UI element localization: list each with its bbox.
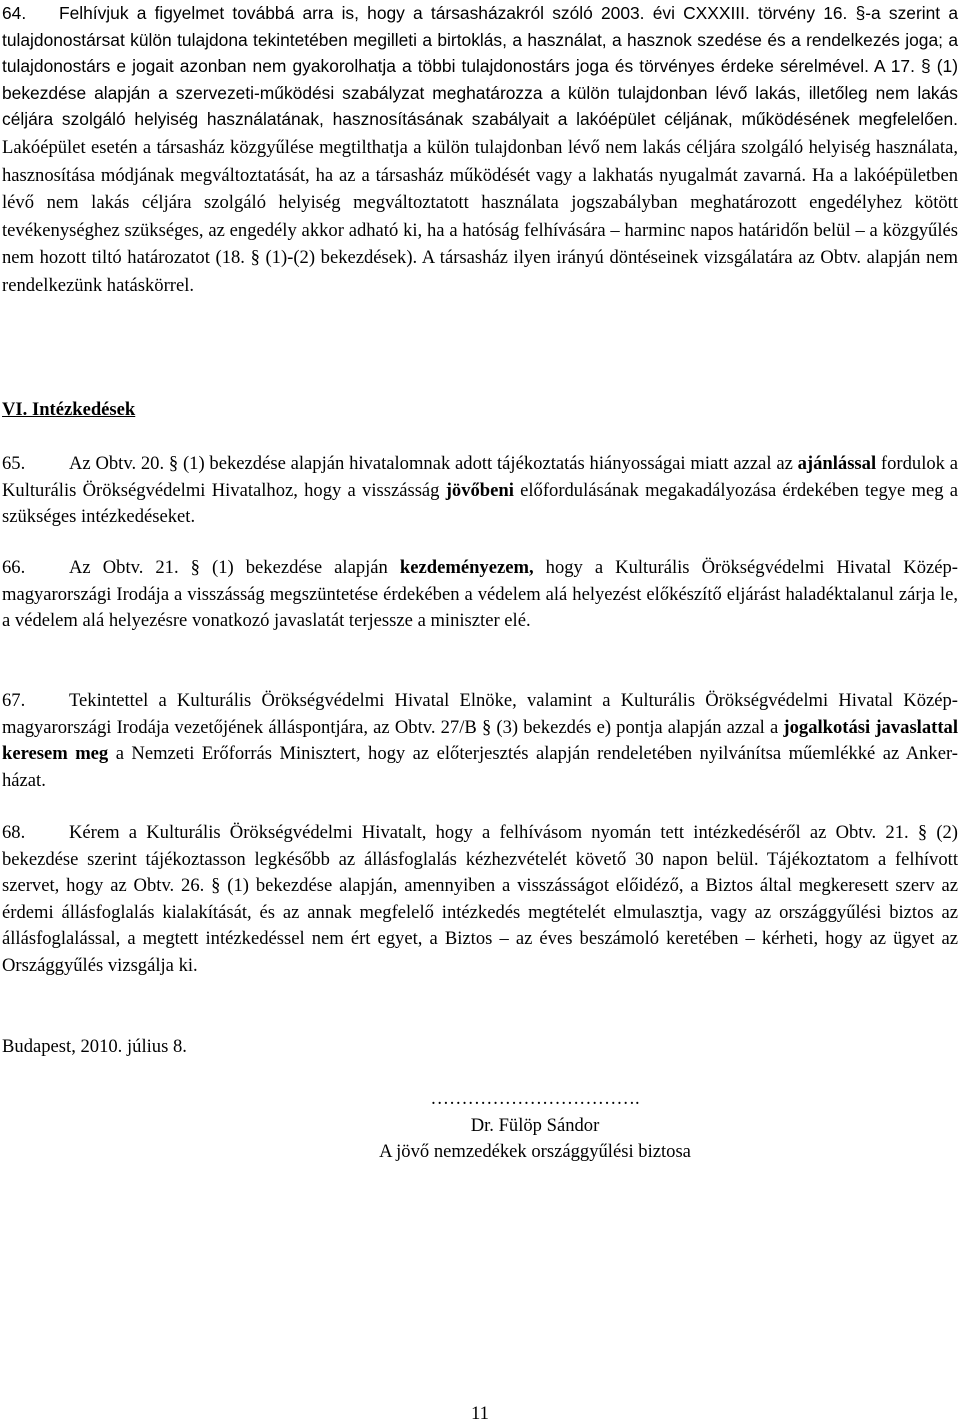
paragraph-68-number: 68. [2,822,26,843]
paragraph-64-text-b [2,137,958,296]
paragraph-67 [2,688,958,794]
paragraph-68-text: Kérem a Kulturális Örökségvédelmi Hivatalt, hogy a felhívásom nyomán tett intézkedéséről az Obtv. 21. § (2) bekezdése szerint tájékoztasson legkésőbb az állásfoglalás kézhezvételét követő 30 napon belül. Tájékoztatom a felhívott szervet, hogy az Obtv. 26. § (1) bekezdése alapján, amennyiben a visszásságot előidéző, a Biztos által megkeresett szerv az érdemi állásfoglalás kialakítását, és az annak megfelelő intézkedés megtételét elmulasztja, vagy az országgyűlési biztos az állásfoglalással, a megtett intézkedéssel nem ért egyet, a Biztos – az éves beszámoló keretében – kérheti, hogy az ügyet az Országgyűlés vizsgálja ki. [2,822,958,976]
paragraph-67-pre: Tekintettel a Kulturális Örökségvédelmi Hivatal Elnöke, valamint a Kulturális Örökségvédelmi Hivatal Közép-magyarországi Irodája vezetőjének álláspontjára, az Obtv. 27/B § (3) bekezdés e) pontja alapján azzal a [2,690,958,738]
paragraph-66-bold: kezdeményezem, [399,557,534,578]
paragraph-65-mid: fordulok a Kulturális Örökségvédelmi Hivatalhoz, hogy a visszásság [2,453,958,501]
document-page [2,0,958,1425]
paragraph-66-post: hogy a Kulturális Örökségvédelmi Hivatal Közép-magyarországi Irodája a visszásság megszüntetése érdekében a védelem alá helyezést előkészítő eljárást haladéktalanul zárja le, a védelem alá helyezésre vonatkozó javaslatát terjessze a miniszter elé. [2,557,958,632]
paragraph-65-pre: Az Obtv. 20. § (1) bekezdése alapján hivatalomnak adott tájékoztatás hiányosságai miatt azzal az [69,453,798,474]
signature-block [302,1086,768,1166]
paragraph-64-text-c: Ha a lakóépületben lévő nem lakás céljára szolgáló helyiség megváltoztatott használata jogszabályban meghatározott engedélyhez kötött tevékenységhez szükséges, az engedély akkor adható ki, ha a hatóság felhívására – harminc napos határidőn belül – a közgyűlés nem hozott tiltó határozatot (18. § (1)-(2) bekezdések). A társasház ilyen irányú döntéseinek vizsgálatára az Obtv. alapján nem rendelkezünk hatáskörrel. [2,164,958,296]
section-heading: VI. Intézkedések [2,399,136,420]
paragraph-64-text-b-content: Lakóépület esetén a társasház közgyűlése megtilthatja a külön tulajdonban lévő nem lakás céljára szolgáló helyiség használata, hasznosítása módjának megváltoztatását, ha az a társasház működését vagy a lakhatás nyugalmát zavarná. [2,136,958,186]
paragraph-66 [2,555,958,635]
paragraph-65-bold-ajanlas: ajánlással [797,453,877,474]
paragraph-67-number: 67. [2,690,26,711]
paragraph-65-post: előfordulásának megakadályozása érdekében tegye meg a szükséges intézkedéseket. [2,479,958,528]
paragraph-68 [2,820,958,980]
paragraph-65 [2,451,958,531]
page-number: 11 [471,1403,489,1424]
document-date: Budapest, 2010. július 8. [2,1036,187,1057]
paragraph-66-pre: Az Obtv. 21. § (1) bekezdése alapján [69,557,400,578]
signature-line: ……………………………. [430,1088,640,1109]
paragraph-64 [2,0,958,300]
paragraph-64-text-a: Felhívjuk a figyelmet továbbá arra is, hogy a társasházakról szóló 2003. évi CXXXIII. törvény 16. §-a szerint a tulajdonostársat külön tulajdona tekintetében megilleti a birtoklás, a használat, a hasznok szedése és a rendelkezés joga; a tulajdonostárs e jogait azonban nem gyakorolhatja a többi tulajdonostárs joga és törvényes érdeke sérelmével. A 17. § (1) bekezdése alapján a szervezeti-működési szabályzat meghatározza a külön tulajdonban lévő lakás, illetőleg nem lakás céljára szolgáló helyiség használatának, hasznosításának szabályait a lakóépület céljának, működésének megfelelően. [2,3,958,130]
paragraph-67-post: a Nemzeti Erőforrás Minisztert, hogy az előterjesztés alapján rendeletében nyilvánítsa műemlékké az Anker-házat. [2,743,958,791]
signatory-title: A jövő nemzedékek országgyűlési biztosa [379,1141,691,1163]
paragraph-64-number: 64. [2,3,27,23]
paragraph-65-number: 65. [2,453,26,474]
paragraph-66-number: 66. [2,557,26,578]
signatory-name: Dr. Fülöp Sándor [470,1114,600,1136]
paragraph-67-bold: jogalkotási javaslattal keresem meg [2,716,958,765]
paragraph-65-bold-jovobeni: jövőbeni [445,479,514,501]
